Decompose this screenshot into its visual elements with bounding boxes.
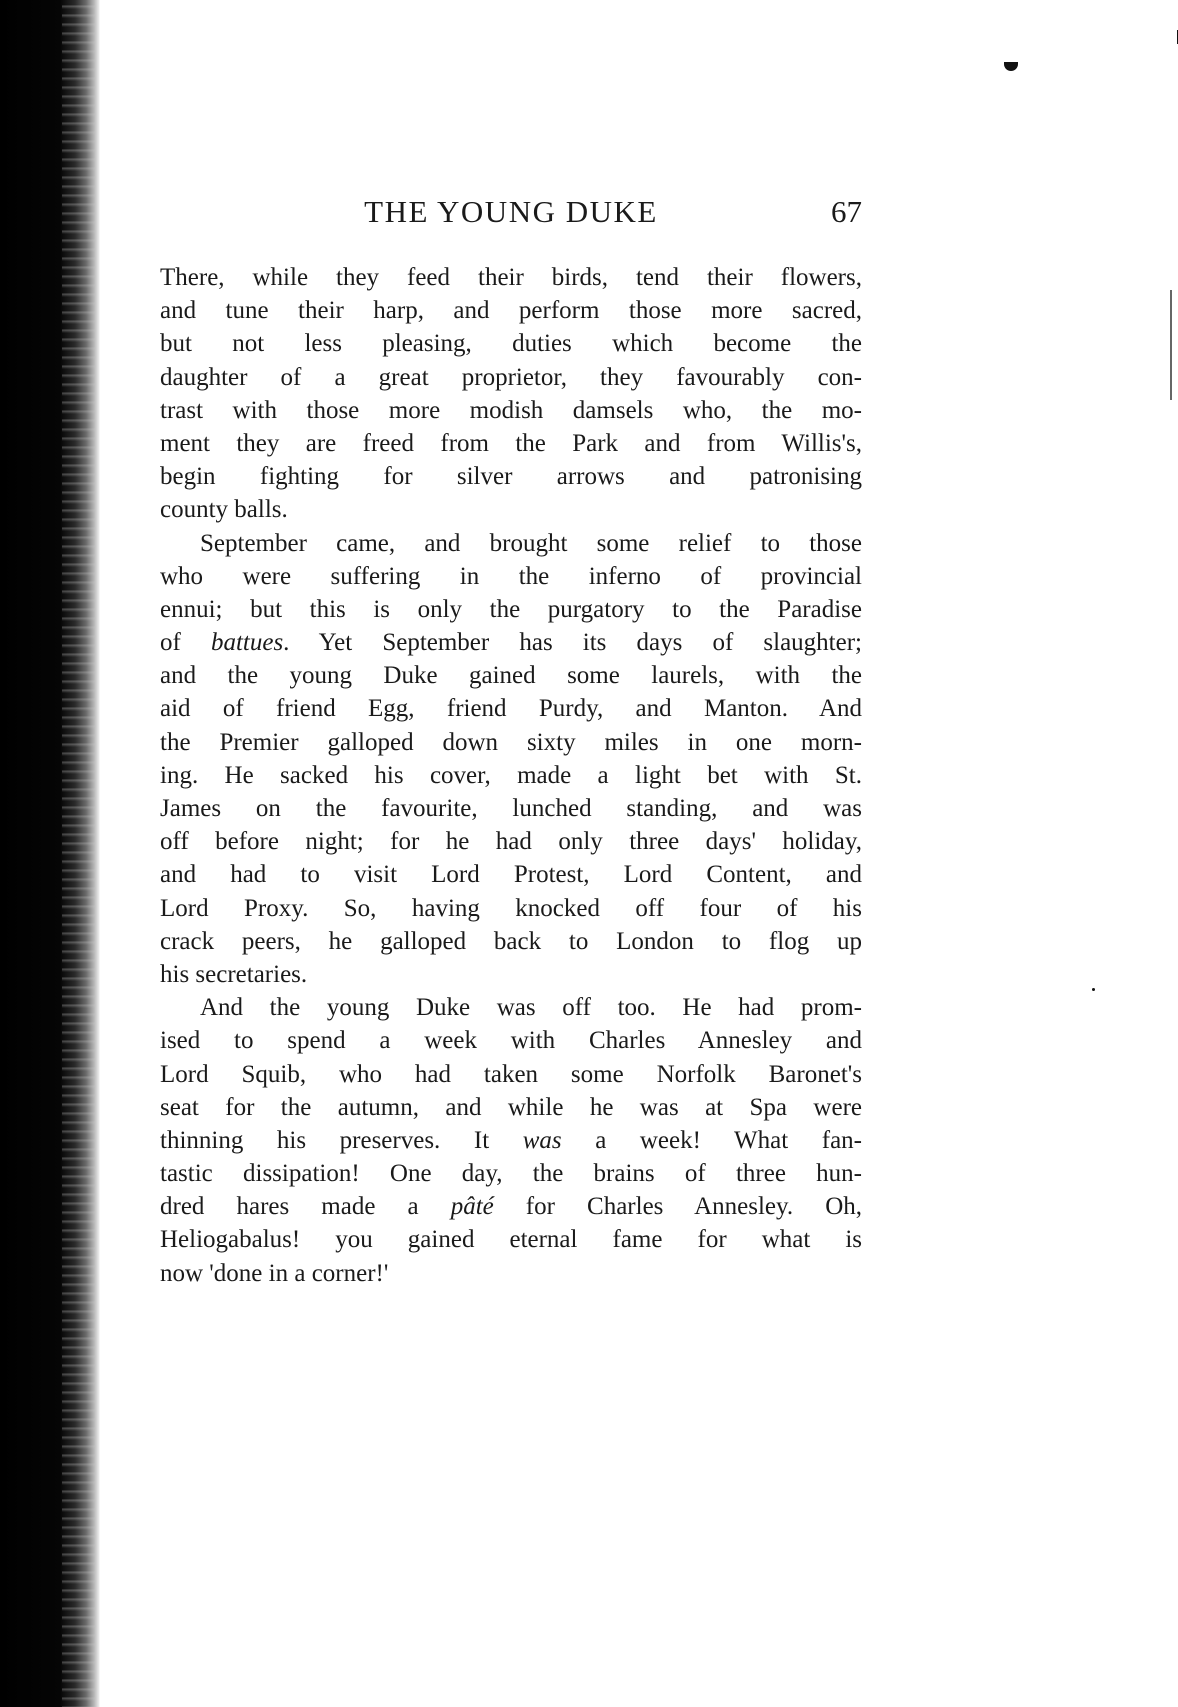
text-line [160, 1223, 862, 1256]
text-run: ennui; but this is only the purgatory to the Paradise [160, 595, 862, 623]
text-run: ised to spend a week with Charles Annesley and [160, 1027, 862, 1055]
text-run: tastic dissipation! One day, the brains of three hun- [160, 1160, 862, 1188]
body-text [160, 261, 862, 1290]
text-run: now 'done in a corner!' [160, 1259, 389, 1287]
text-line [160, 858, 862, 891]
italic-text: was [522, 1126, 562, 1154]
text-run: trast with those more modish damsels who, the mo- [160, 396, 862, 424]
text-run: county balls. [160, 496, 288, 524]
text-run: and had to visit Lord Protest, Lord Content, and [160, 861, 862, 889]
text-run: James on the favourite, lunched standing, and was [160, 795, 862, 822]
speck-mark [1092, 988, 1095, 991]
text-run: but not less pleasing, duties which become the [160, 330, 862, 358]
text-run: . Yet September has its days of slaughter; [283, 629, 862, 657]
text-run: aid of friend Egg, friend Purdy, and Manton. And [160, 695, 862, 723]
text-line [160, 527, 862, 560]
text-line [160, 1157, 862, 1190]
text-line [160, 1058, 862, 1091]
text-line [160, 1091, 862, 1124]
paragraph [160, 261, 862, 527]
italic-text: pâté [450, 1193, 494, 1221]
text-line [160, 991, 862, 1024]
text-run: ment they are freed from the Park and from Willis's, [160, 429, 862, 457]
text-run: There, while they feed their birds, tend their flowers, [160, 264, 862, 291]
text-line [160, 1024, 862, 1057]
text-run: who were suffering in the inferno of provincial [160, 562, 862, 590]
text-line [160, 593, 862, 626]
text-line [160, 1124, 862, 1157]
text-run: of [160, 629, 211, 657]
page-number: 67 [831, 194, 862, 229]
text-line [160, 925, 862, 958]
text-run: a week! What fan- [561, 1126, 862, 1154]
text-run: September came, and brought some relief to those [200, 529, 862, 557]
text-run: the Premier galloped down sixty miles in one morn- [160, 728, 862, 756]
text-run: And the young Duke was off too. He had prom- [200, 994, 862, 1022]
text-line [160, 361, 862, 394]
text-run: and the young Duke gained some laurels, with the [160, 662, 862, 690]
text-line [160, 892, 862, 925]
text-run: begin fighting for silver arrows and patronising [160, 463, 862, 491]
book-title: THE YOUNG DUKE [364, 194, 658, 229]
text-line [160, 394, 862, 427]
paragraph [160, 991, 862, 1290]
text-line [160, 560, 862, 593]
text-run: seat for the autumn, and while he was at Spa were [160, 1093, 862, 1121]
text-line [160, 825, 862, 858]
text-line [160, 460, 862, 493]
text-run: for Charles Annesley. Oh, [493, 1193, 862, 1221]
text-line [160, 792, 862, 825]
running-head [160, 192, 862, 232]
text-run: dred hares made a [160, 1193, 451, 1221]
text-line [160, 692, 862, 725]
text-run: and tune their harp, and perform those more sacred, [160, 297, 862, 325]
text-run: crack peers, he galloped back to London to flog up [160, 927, 862, 955]
text-line [160, 958, 862, 991]
text-line [160, 1257, 862, 1290]
text-line [160, 261, 862, 294]
text-run: off before night; for he had only three days' holiday, [160, 828, 862, 856]
text-line [160, 626, 862, 659]
text-run: daughter of a great proprietor, they favourably con- [160, 363, 862, 391]
text-run: ing. He sacked his cover, made a light bet with St. [160, 761, 862, 789]
text-run: his secretaries. [160, 960, 308, 988]
text-line [160, 726, 862, 759]
text-run: thinning his preserves. It [160, 1126, 523, 1154]
text-line [160, 327, 862, 360]
text-line [160, 294, 862, 327]
text-line [160, 493, 862, 526]
text-line [160, 427, 862, 460]
paragraph [160, 527, 862, 992]
text-line [160, 1190, 862, 1223]
text-line [160, 759, 862, 792]
gutter-speckle-texture [62, 0, 96, 1707]
text-run: Heliogabalus! you gained eternal fame for what is [160, 1226, 862, 1254]
ink-blot-mark [1004, 62, 1018, 71]
text-line [160, 659, 862, 692]
text-run: Lord Proxy. So, having knocked off four of his [160, 894, 862, 922]
text-run: Lord Squib, who had taken some Norfolk Baronet's [160, 1060, 862, 1088]
italic-text: battues [210, 629, 284, 657]
margin-scratch-mark [1170, 290, 1172, 400]
